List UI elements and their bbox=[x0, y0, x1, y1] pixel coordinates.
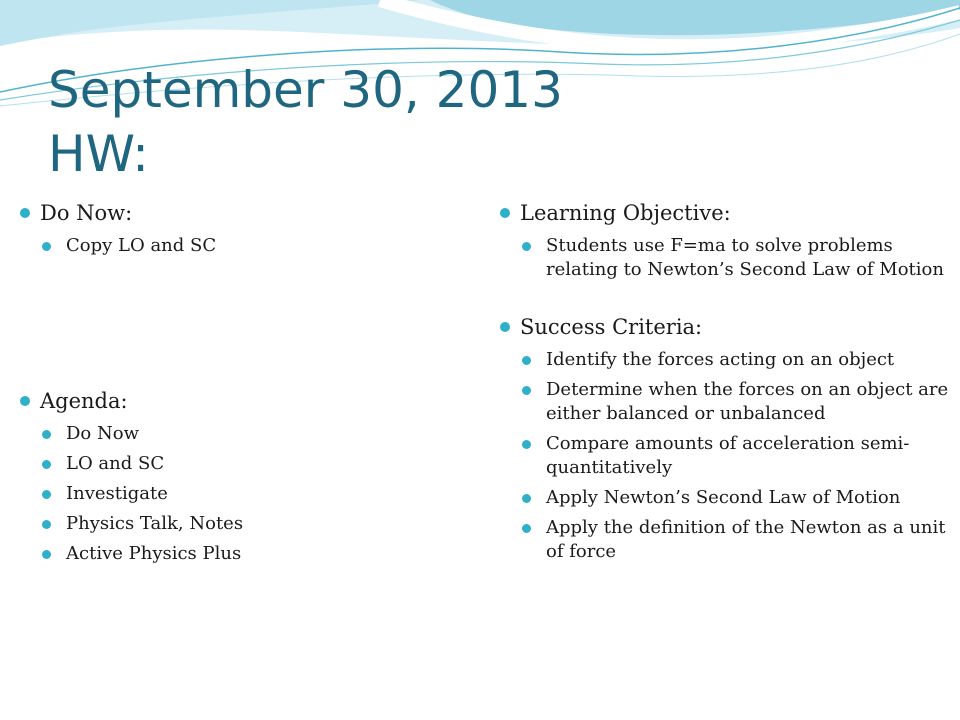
bullet-icon bbox=[42, 460, 51, 469]
title-homework: HW: bbox=[48, 125, 149, 183]
bullet-icon bbox=[500, 322, 510, 332]
do-now-heading-text: Do Now: bbox=[40, 201, 133, 225]
list-item bbox=[500, 234, 955, 282]
bullet-icon bbox=[42, 520, 51, 529]
list-item bbox=[500, 432, 955, 480]
success-criteria-item: Apply the definition of the Newton as a unit of force bbox=[546, 517, 946, 562]
learning-objective-heading bbox=[500, 200, 955, 226]
do-now-item: Copy LO and SC bbox=[66, 235, 217, 256]
learning-objective-item: Students use F=ma to solve problems relating to Newton’s Second Law of Motion bbox=[546, 235, 944, 280]
agenda-item: LO and SC bbox=[66, 453, 165, 474]
list-item bbox=[20, 422, 460, 446]
success-criteria-item: Determine when the forces on an object are either balanced or unbalanced bbox=[546, 379, 949, 424]
bullet-icon bbox=[20, 396, 30, 406]
bullet-icon bbox=[522, 524, 531, 533]
agenda-item: Active Physics Plus bbox=[66, 543, 242, 564]
success-criteria-item: Compare amounts of acceleration semi-quantitatively bbox=[546, 433, 910, 478]
slide-title bbox=[48, 58, 563, 186]
success-criteria-heading bbox=[500, 314, 955, 340]
bullet-icon bbox=[522, 356, 531, 365]
right-column bbox=[500, 200, 955, 564]
bullet-icon bbox=[42, 550, 51, 559]
bullet-icon bbox=[42, 430, 51, 439]
success-criteria-item: Apply Newton’s Second Law of Motion bbox=[546, 487, 901, 508]
agenda-item: Physics Talk, Notes bbox=[66, 513, 244, 534]
left-column bbox=[20, 200, 460, 566]
list-item bbox=[20, 482, 460, 506]
list-item bbox=[500, 486, 955, 510]
list-item bbox=[500, 348, 955, 372]
agenda-item: Do Now bbox=[66, 423, 139, 444]
list-item bbox=[500, 516, 955, 564]
list-item bbox=[20, 542, 460, 566]
success-criteria-heading-text: Success Criteria: bbox=[520, 315, 703, 339]
bullet-icon bbox=[522, 386, 531, 395]
title-date: September 30, 2013 bbox=[48, 61, 563, 119]
bullet-icon bbox=[500, 208, 510, 218]
bullet-icon bbox=[522, 494, 531, 503]
list-item bbox=[20, 452, 460, 476]
bullet-icon bbox=[20, 208, 30, 218]
success-criteria-item: Identify the forces acting on an object bbox=[546, 349, 895, 370]
do-now-heading bbox=[20, 200, 460, 226]
bullet-icon bbox=[522, 242, 531, 251]
agenda-heading-text: Agenda: bbox=[40, 389, 128, 413]
list-item bbox=[20, 512, 460, 536]
bullet-icon bbox=[42, 242, 51, 251]
bullet-icon bbox=[522, 440, 531, 449]
learning-objective-heading-text: Learning Objective: bbox=[520, 201, 731, 225]
agenda-heading bbox=[20, 388, 460, 414]
bullet-icon bbox=[42, 490, 51, 499]
agenda-item: Investigate bbox=[66, 483, 168, 504]
list-item bbox=[500, 378, 955, 426]
list-item bbox=[20, 234, 460, 258]
